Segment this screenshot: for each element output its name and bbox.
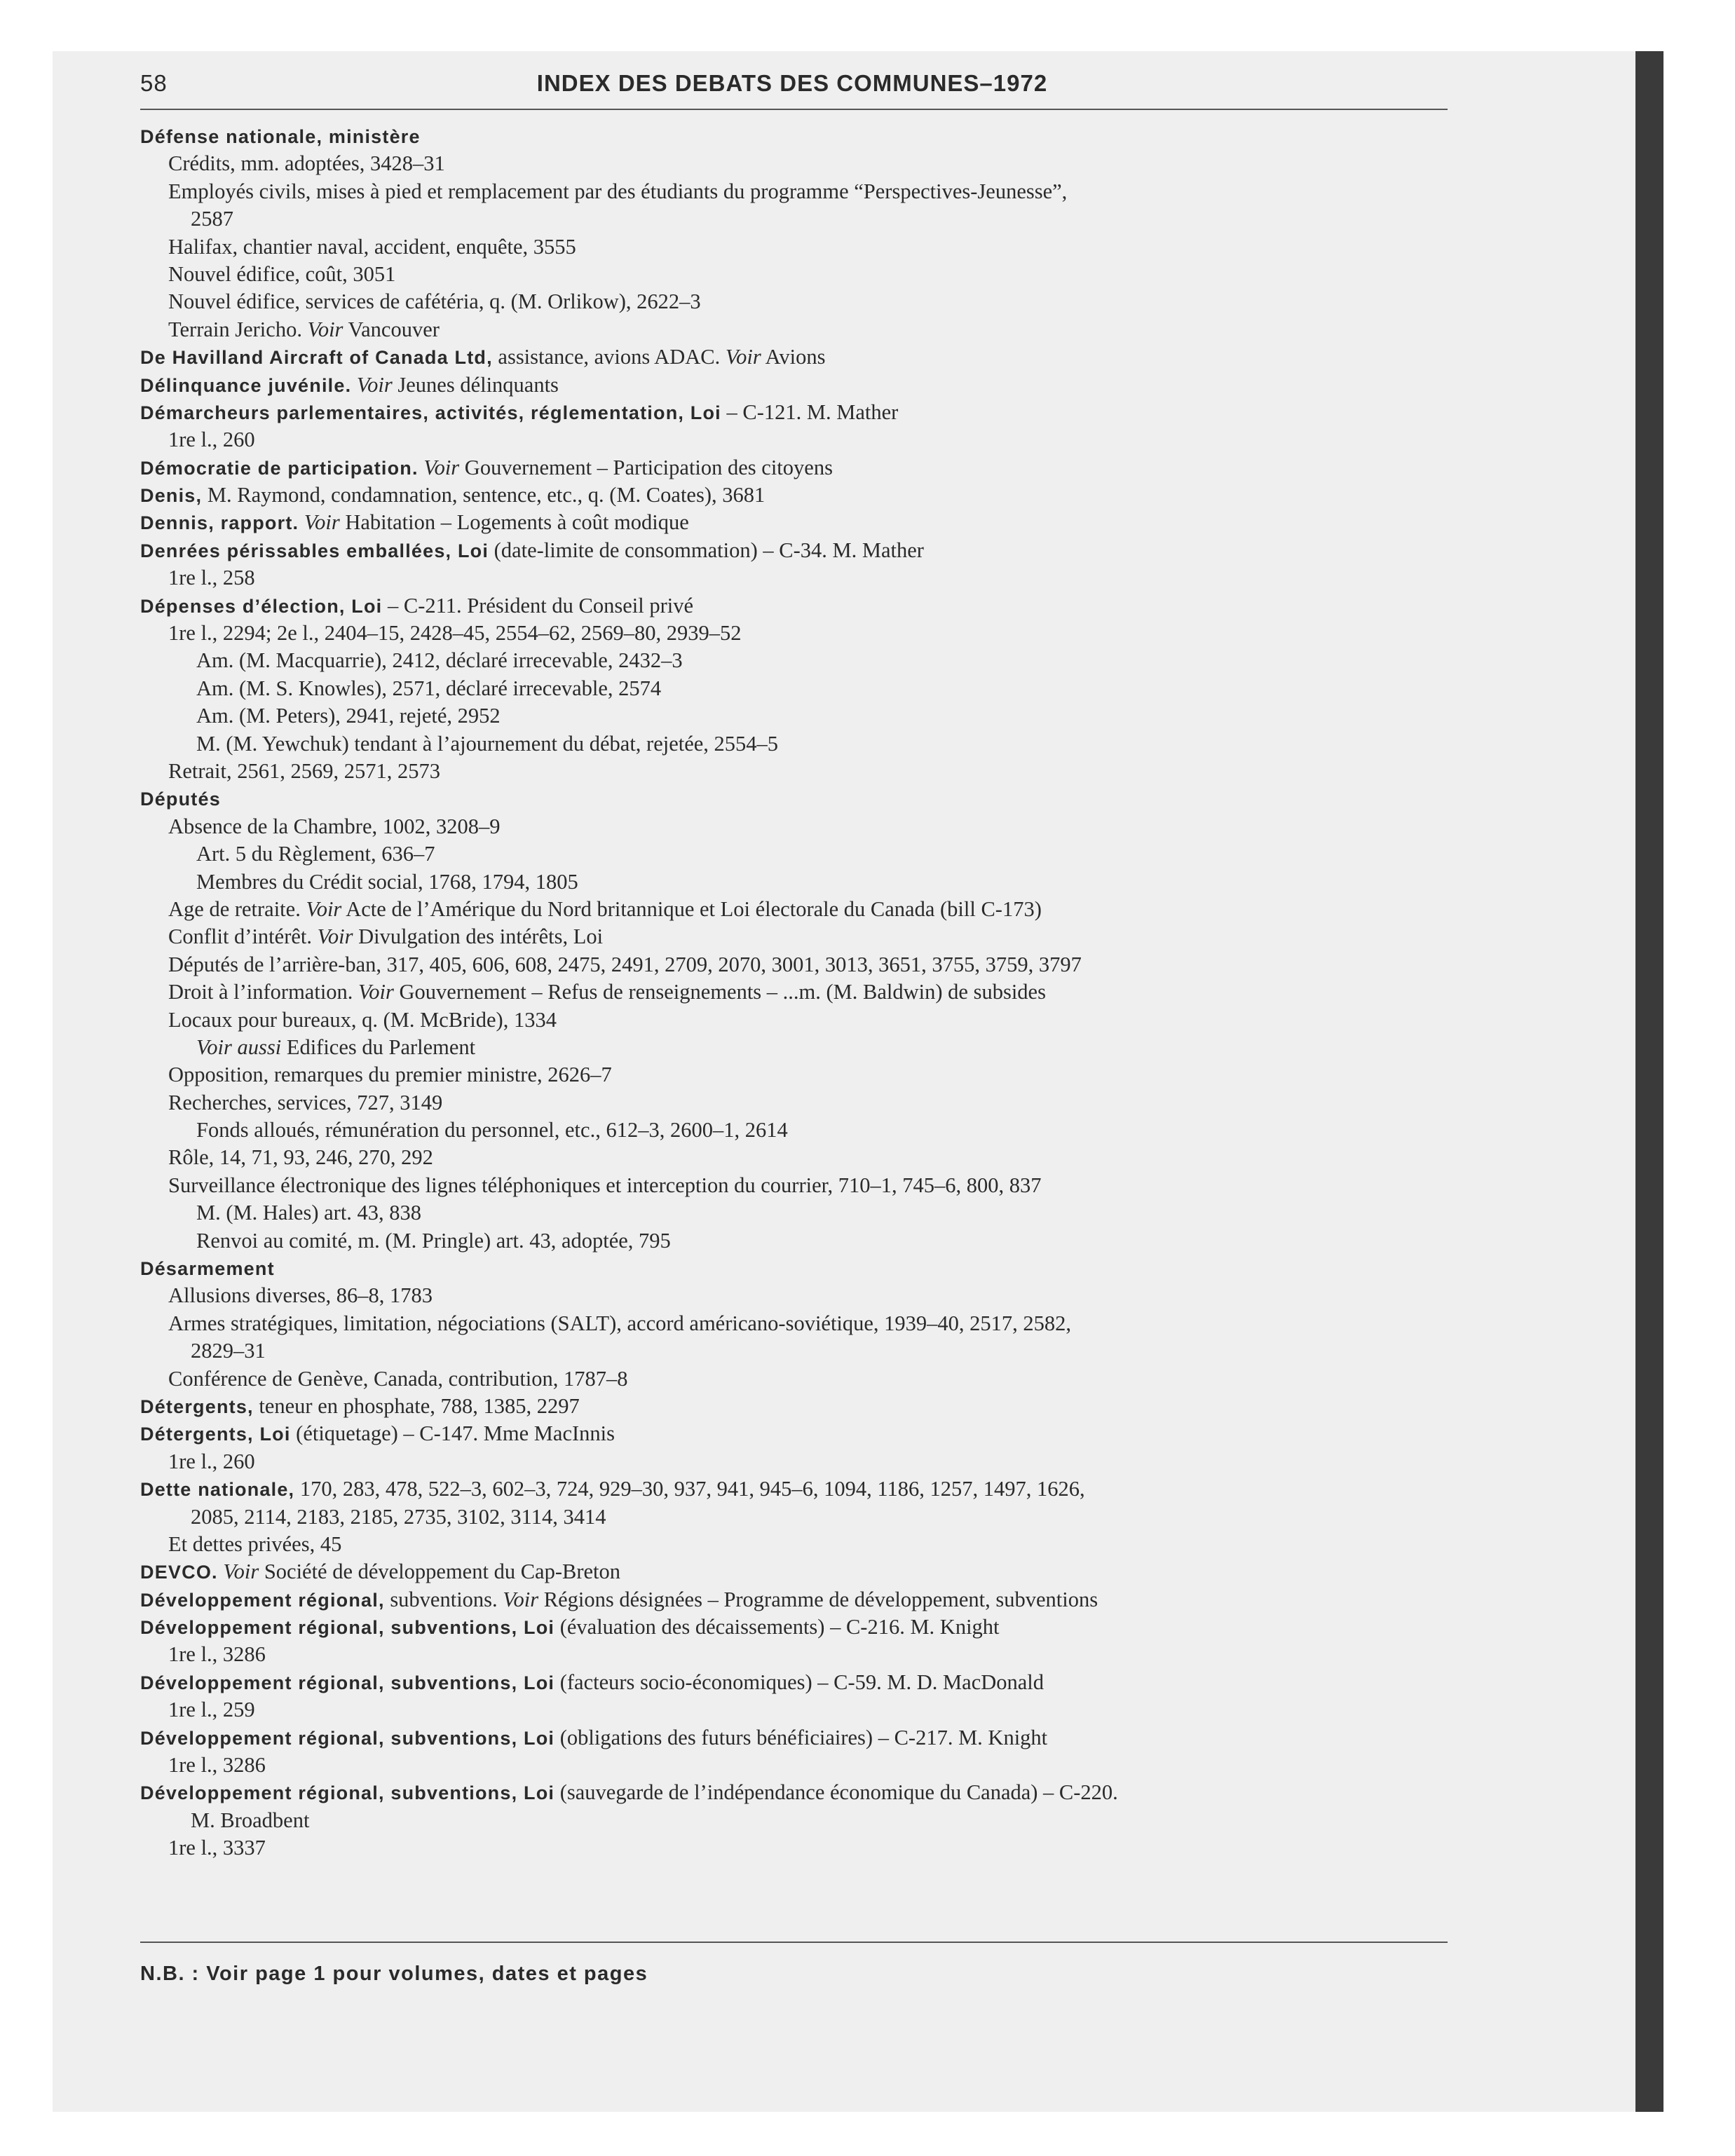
- entry-text: 1re l., 3286: [168, 1753, 266, 1778]
- index-subentry-line: [140, 840, 1465, 868]
- index-subentry-line: [140, 1641, 1465, 1668]
- index-subentry-line: [140, 288, 1465, 315]
- index-subentry-line: [140, 178, 1465, 205]
- entry-text: Gouvernement – Participation des citoyens: [459, 455, 833, 479]
- entry-text: 170, 283, 478, 522–3, 602–3, 724, 929–30, 937, 941, 945–6, 1094, 1186, 1257, 1497, 1626,: [294, 1477, 1085, 1501]
- index-subentry-line: [140, 150, 1465, 177]
- entry-text: Habitation – Logements à coût modique: [339, 510, 689, 535]
- cross-reference: Voir: [317, 925, 353, 949]
- cross-reference: Voir: [503, 1587, 539, 1611]
- entry-text: Gouvernement – Refus de renseignements – ...m. (M. Baldwin) de subsides: [393, 980, 1046, 1004]
- index-subentry-line: [140, 564, 1465, 592]
- index-heading-line: [140, 1420, 1465, 1447]
- entry-text: Et dettes privées, 45: [168, 1531, 342, 1556]
- entry-heading: Denrées périssables emballées, Loi: [140, 540, 489, 561]
- index-subentry-line: [140, 1172, 1465, 1199]
- entry-text: (facteurs socio-économiques) – C-59. M. D. MacDonald: [554, 1670, 1045, 1694]
- entry-heading: Délinquance juvénile.: [140, 374, 352, 396]
- index-subentry-line: [140, 1503, 1465, 1531]
- index-subentry-line: [140, 1696, 1465, 1724]
- entry-text: (date-limite de consommation) – C-34. M. Mather: [489, 538, 924, 562]
- entry-text: Membres du Crédit social, 1768, 1794, 1805: [196, 869, 578, 894]
- index-heading-line: [140, 1724, 1465, 1752]
- index-heading-line: [140, 537, 1465, 564]
- entry-text: 1re l., 2294; 2e l., 2404–15, 2428–45, 2554–62, 2569–80, 2939–52: [168, 621, 742, 646]
- index-subentry-line: [140, 1007, 1465, 1034]
- index-heading-line: [140, 1255, 1465, 1282]
- entry-text: 2085, 2114, 2183, 2185, 2735, 3102, 3114, 3414: [191, 1504, 606, 1529]
- index-subentry-line: [140, 1448, 1465, 1475]
- entry-text: (sauvegarde de l’indépendance économique du Canada) – C-220.: [554, 1780, 1118, 1805]
- entry-text: 1re l., 260: [168, 1449, 255, 1473]
- index-subentry-line: [140, 1117, 1465, 1144]
- index-heading-line: [140, 123, 1465, 150]
- entry-text: assistance, avions ADAC.: [492, 345, 726, 369]
- entry-text: M. Raymond, condamnation, sentence, etc., q. (M. Coates), 3681: [202, 483, 766, 507]
- entry-text: (évaluation des décaissements) – C-216. M. Knight: [554, 1615, 1000, 1639]
- cross-reference: Voir: [307, 317, 343, 341]
- entry-text: subventions.: [384, 1587, 503, 1611]
- entry-heading: Défense nationale, ministère: [140, 126, 421, 147]
- entry-text: Fonds alloués, rémunération du personnel, etc., 612–3, 2600–1, 2614: [196, 1118, 788, 1142]
- index-heading-line: [140, 371, 1465, 399]
- index-subentry-line: [140, 1531, 1465, 1558]
- entry-text: 1re l., 3337: [168, 1836, 266, 1860]
- entry-text: Am. (M. Peters), 2941, rejeté, 2952: [196, 704, 501, 728]
- index-subentry-line: [140, 702, 1465, 730]
- index-subentry-line: [140, 813, 1465, 840]
- entry-heading: Détergents,: [140, 1396, 254, 1417]
- entry-text: Armes stratégiques, limitation, négociations (SALT), accord américano-soviétique, 1939–40, 2517, 2582,: [168, 1311, 1072, 1335]
- index-subentry-line: [140, 978, 1465, 1006]
- entry-text: Allusions diverses, 86–8, 1783: [168, 1283, 433, 1308]
- entry-text: [351, 373, 357, 397]
- entry-text: Halifax, chantier naval, accident, enquête, 3555: [168, 234, 576, 259]
- entry-text: [299, 510, 304, 534]
- entry-heading: Développement régional, subventions, Loi: [140, 1782, 555, 1804]
- entry-text: Employés civils, mises à pied et remplacement par des étudiants du programme “Perspectives-Jeunesse”,: [168, 179, 1068, 203]
- index-subentry-line: [140, 1807, 1465, 1834]
- cross-reference: Voir: [356, 372, 393, 397]
- entry-text: Locaux pour bureaux, q. (M. McBride), 1334: [168, 1007, 557, 1032]
- cross-reference: Voir: [423, 455, 460, 479]
- index-heading-line: [140, 1393, 1465, 1420]
- entry-heading: DEVCO.: [140, 1562, 218, 1583]
- index-subentry-line: [140, 261, 1465, 288]
- index-subentry-line: [140, 1282, 1465, 1309]
- index-subentry-line: [140, 1227, 1465, 1255]
- index-subentry-line: [140, 868, 1465, 896]
- entry-text: – C-121. M. Mather: [721, 400, 899, 424]
- index-heading-line: [140, 1669, 1465, 1696]
- index-subentry-line: [140, 1199, 1465, 1227]
- entry-text: Nouvel édifice, coût, 3051: [168, 261, 396, 286]
- entry-text: Terrain Jericho.: [168, 317, 308, 341]
- entry-text: Conférence de Genève, Canada, contribution, 1787–8: [168, 1366, 628, 1391]
- index-heading-line: [140, 592, 1465, 620]
- index-heading-line: [140, 1779, 1465, 1806]
- entry-heading: De Havilland Aircraft of Canada Ltd,: [140, 347, 493, 369]
- entry-heading: Développement régional, subventions, Loi: [140, 1672, 555, 1693]
- entry-text: (obligations des futurs bénéficiaires) – C-217. M. Knight: [554, 1725, 1048, 1749]
- footer-rule: [140, 1942, 1448, 1943]
- page-number: 58: [140, 70, 168, 96]
- entry-text: Retrait, 2561, 2569, 2571, 2573: [168, 758, 440, 783]
- entry-text: 1re l., 3286: [168, 1642, 266, 1667]
- index-subentry-line: [140, 1752, 1465, 1779]
- index-subentry-line: [140, 758, 1465, 785]
- index-heading-line: [140, 482, 1465, 509]
- entry-heading: Dennis, rapport.: [140, 512, 299, 534]
- index-heading-line: [140, 1586, 1465, 1613]
- index-subentry-line: [140, 426, 1465, 453]
- index-heading-line: [140, 343, 1465, 371]
- entry-text: Recherches, services, 727, 3149: [168, 1090, 443, 1114]
- cross-reference: Voir aussi: [196, 1035, 282, 1059]
- index-subentry-line: [140, 675, 1465, 702]
- entry-heading: Dépenses d’élection, Loi: [140, 595, 383, 617]
- entry-text: M. (M. Yewchuk) tendant à l’ajournement du débat, rejetée, 2554–5: [196, 731, 779, 756]
- footer-note: N.B. : Voir page 1 pour volumes, dates et pages: [140, 1963, 648, 1985]
- entry-text: Crédits, mm. adoptées, 3428–31: [168, 151, 445, 176]
- entry-text: Divulgation des intérêts, Loi: [353, 925, 604, 949]
- entry-heading: Denis,: [140, 485, 203, 507]
- entry-text: 2829–31: [191, 1339, 266, 1363]
- entry-text: Opposition, remarques du premier ministre, 2626–7: [168, 1063, 612, 1087]
- entry-text: Droit à l’information.: [168, 980, 359, 1004]
- index-subentry-line: [140, 1061, 1465, 1089]
- entry-heading: Députés: [140, 789, 221, 810]
- index-subentry-line: [140, 1337, 1465, 1365]
- entry-text: M. Broadbent: [191, 1808, 310, 1832]
- index-heading-line: [140, 1475, 1465, 1503]
- index-subentry-line: [140, 233, 1465, 261]
- index-subentry-line: [140, 923, 1465, 950]
- entry-text: Renvoi au comité, m. (M. Pringle) art. 43, adoptée, 795: [196, 1228, 671, 1253]
- scan-edge-shadow: [1635, 51, 1663, 2112]
- cross-reference: Voir: [725, 345, 761, 369]
- index-entries: [140, 123, 1465, 1862]
- index-subentry-line: [140, 951, 1465, 978]
- cross-reference: Voir: [304, 510, 340, 535]
- entry-text: Acte de l’Amérique du Nord britannique et Loi électorale du Canada (bill C-173): [341, 896, 1042, 921]
- index-heading-line: [140, 1613, 1465, 1641]
- entry-text: Art. 5 du Règlement, 636–7: [196, 842, 435, 866]
- index-subentry-line: [140, 1034, 1465, 1061]
- index-heading-line: [140, 509, 1465, 536]
- entry-text: Conflit d’intérêt.: [168, 925, 318, 949]
- entry-heading: Développement régional, subventions, Loi: [140, 1727, 555, 1749]
- entry-text: Am. (M. Macquarrie), 2412, déclaré irrecevable, 2432–3: [196, 648, 683, 673]
- entry-text: Am. (M. S. Knowles), 2571, déclaré irrecevable, 2574: [196, 676, 662, 700]
- entry-heading: Développement régional, subventions, Loi: [140, 1617, 555, 1639]
- entry-text: Absence de la Chambre, 1002, 3208–9: [168, 814, 501, 838]
- entry-text: Avions: [761, 345, 826, 369]
- entry-heading: Démocratie de participation.: [140, 457, 419, 479]
- index-subentry-line: [140, 205, 1465, 233]
- entry-text: (étiquetage) – C-147. Mme MacInnis: [290, 1421, 615, 1446]
- entry-text: Edifices du Parlement: [281, 1035, 476, 1059]
- entry-text: Rôle, 14, 71, 93, 246, 270, 292: [168, 1145, 433, 1170]
- cross-reference: Voir: [306, 896, 342, 921]
- entry-text: Députés de l’arrière-ban, 317, 405, 606, 608, 2475, 2491, 2709, 2070, 3001, 3013, 3651, 3755, 3759, 3797: [168, 952, 1082, 976]
- entry-text: Vancouver: [343, 317, 440, 341]
- entry-text: Jeunes délinquants: [392, 372, 559, 397]
- entry-text: Société de développement du Cap-Breton: [259, 1560, 620, 1584]
- index-subentry-line: [140, 647, 1465, 674]
- entry-text: 1re l., 259: [168, 1698, 255, 1722]
- entry-text: M. (M. Hales) art. 43, 838: [196, 1201, 422, 1225]
- index-subentry-line: [140, 316, 1465, 343]
- entry-text: Age de retraite.: [168, 896, 306, 921]
- entry-text: 1re l., 260: [168, 428, 255, 452]
- index-heading-line: [140, 454, 1465, 482]
- index-subentry-line: [140, 1834, 1465, 1862]
- entry-text: Régions désignées – Programme de développement, subventions: [538, 1587, 1098, 1611]
- index-heading-line: [140, 785, 1465, 812]
- index-subentry-line: [140, 1310, 1465, 1337]
- index-heading-line: [140, 399, 1465, 426]
- index-subentry-line: [140, 1144, 1465, 1171]
- entry-heading: Développement régional,: [140, 1589, 385, 1611]
- entry-text: teneur en phosphate, 788, 1385, 2297: [253, 1393, 580, 1418]
- entry-heading: Désarmement: [140, 1258, 275, 1280]
- cross-reference: Voir: [358, 980, 394, 1004]
- index-subentry-line: [140, 730, 1465, 758]
- entry-heading: Dette nationale,: [140, 1479, 295, 1501]
- entry-text: Surveillance électronique des lignes téléphoniques et interception du courrier, 710–1, 745–6, 800, 837: [168, 1173, 1042, 1197]
- entry-heading: Détergents, Loi: [140, 1424, 291, 1445]
- cross-reference: Voir: [223, 1560, 259, 1584]
- index-subentry-line: [140, 1365, 1465, 1393]
- index-subentry-line: [140, 1089, 1465, 1117]
- index-subentry-line: [140, 620, 1465, 647]
- entry-text: 1re l., 258: [168, 566, 255, 590]
- header-rule: [140, 109, 1448, 110]
- index-subentry-line: [140, 896, 1465, 923]
- entry-heading: Démarcheurs parlementaires, activités, réglementation, Loi: [140, 402, 721, 423]
- entry-text: 2587: [191, 207, 233, 231]
- entry-text: Nouvel édifice, services de cafétéria, q. (M. Orlikow), 2622–3: [168, 289, 701, 314]
- entry-text: – C-211. Président du Conseil privé: [382, 593, 694, 618]
- page-title: INDEX DES DEBATS DES COMMUNES–1972: [536, 70, 1048, 96]
- index-heading-line: [140, 1558, 1465, 1585]
